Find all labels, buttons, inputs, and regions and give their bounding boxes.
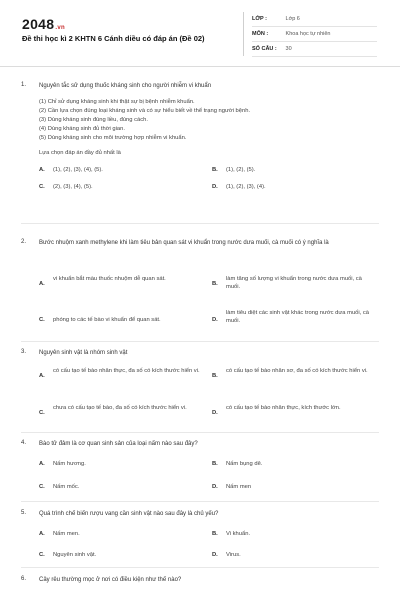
info-class (252, 16, 300, 22)
info-subject (252, 31, 331, 37)
question-text: Cây rêu thường mọc ở nơi có điều kiện như thế nào? (39, 577, 182, 583)
statement: (2) Cần lựa chọn đúng loại kháng sinh và có sự hiểu biết về thể trạng người bệnh. (39, 108, 251, 114)
question-separator (21, 432, 379, 433)
question-text: Bào tử đảm là cơ quan sinh sản của loại nấm nào sau đây? (39, 441, 198, 447)
site-logo[interactable]: 2048.vn (22, 16, 65, 32)
statement: (1) Chỉ sử dụng kháng sinh khi thật sự bị bệnh nhiễm khuẩn. (39, 99, 195, 105)
question-number: 1. (21, 82, 27, 88)
question-number: 6. (21, 576, 27, 582)
exam-header (0, 0, 400, 67)
statement: (5) Dùng kháng sinh cho môi trường hợp nhiễm vi khuẩn. (39, 135, 187, 141)
info-rule (252, 26, 377, 27)
question-number: 4. (21, 440, 27, 446)
question-number: 3. (21, 349, 27, 355)
info-class-label: LỚP : (252, 16, 267, 22)
info-count-label: SỐ CÂU : (252, 46, 277, 52)
info-subject-value: Khoa học tự nhiên (285, 31, 331, 37)
info-count (252, 46, 292, 52)
info-count-value: 30 (285, 46, 292, 52)
question-separator (21, 341, 379, 342)
question-text: Nguyên tắc sử dụng thuốc kháng sinh cho người nhiễm vi khuẩn (39, 83, 212, 89)
question-separator (21, 501, 379, 502)
question-text: Bước nhuộm xanh methylene khi làm tiêu bản quan sát vi khuẩn trong nước dưa muối, cà muối có ý nghĩa là (39, 240, 329, 246)
info-rule (252, 56, 377, 57)
question-separator (21, 567, 379, 568)
info-class-value: Lớp 6 (285, 16, 300, 22)
exam-page: 2048.vn Đề thi học kì 2 KHTN 6 Cánh diều có đáp án (Đề 02) LỚP : Lớp 6 MÔN : Khoa học tự nhiên SỐ CÂU : 30 1. Nguyên tắc sử dụng thuốc kháng sinh cho người nhiễm vi khuẩn (1) Chỉ sử dụng kháng sinh khi thật sự bị bệnh nhiễm khuẩn. (2) Cần lựa chọn đúng loại kháng sinh và có sự hiểu biết về thể trạng người bệnh. (3) Dùng kháng sinh đúng liều, đúng cách. (4) Dùng kháng sinh đủ thời gian. (5) Dùng kháng sinh cho môi trường hợp nhiễm vi khuẩn. Lựa chọn đáp án đầy đủ nhất là A. (1), (2), (3), (4), (5). B. (1), (2), (5). C. (2), (3), (4), (5). D. (1), (2), (3), (4). 2. Bước nhuộm xanh methylene khi làm tiêu bản quan sát vi khuẩn trong nước dưa muối, cà muối có ý nghĩa là A. vi khuẩn bắt màu thuốc nhuộm dễ quan sát. B. làm tăng số lượng vi khuẩn trong nước dưa muối, cà muối. C. phóng to các tế bào vi khuẩn để quan sát. D. làm tiêu diệt các sinh vật khác trong nước dưa muối, cà muối. 3. Nguyên sinh vật là nhóm sinh vật A. có cấu tạo tế bào nhân thực, đa số có kích thước hiển vi. B. có cấu tạo tế bào nhân sơ, đa số có kích thước hiển vi. C. chưa có cấu tạo tế bào, đa số có kích thước hiển vi. D. có cấu tạo tế bào nhân thực, kích thước lớn. 4. Bào tử đảm là cơ quan sinh sản của loại nấm nào sau đây? A. Nấm hương. B. Nấm bụng dê. C. Nấm mốc. D. Nấm men 5. Quá trình chế biến rượu vang cần sinh vật nào sau đây là chủ yếu? A. Nấm men. B. Vi khuẩn. C. Nguyên sinh vật. D. Virus. 6. Cây rêu thường mọc ở nơi có điều kiện như thế nào? (0, 0, 400, 600)
question-text: Nguyên sinh vật là nhóm sinh vật (39, 350, 128, 356)
info-subject-label: MÔN : (252, 31, 269, 37)
statement: (4) Dùng kháng sinh đủ thời gian. (39, 126, 125, 132)
question-text: Quá trình chế biến rượu vang cần sinh vật nào sau đây là chủ yếu? (39, 511, 219, 517)
question-number: 5. (21, 510, 27, 516)
info-rule (252, 41, 377, 42)
exam-title: Đề thi học kì 2 KHTN 6 Cánh diều có đáp án (Đề 02) (22, 34, 205, 43)
question-prompt: Lựa chọn đáp án đầy đủ nhất là (39, 150, 121, 156)
statement: (3) Dùng kháng sinh đúng liều, đúng cách. (39, 117, 148, 123)
header-divider (243, 12, 244, 56)
question-number: 2. (21, 239, 27, 245)
question-separator (21, 223, 379, 224)
